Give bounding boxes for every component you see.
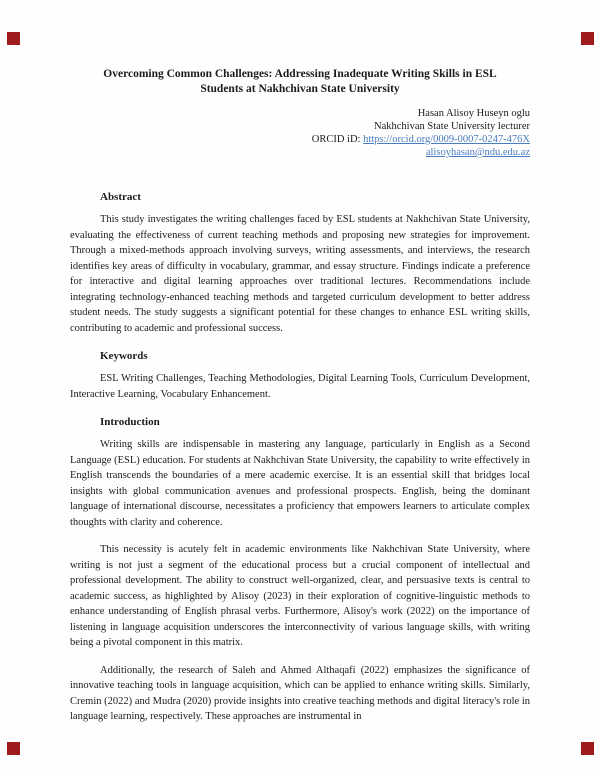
keywords-paragraph: ESL Writing Challenges, Teaching Methodologies, Digital Learning Tools, Curriculum Development, Interactive Learning, Vocabulary Enhancement. — [70, 373, 530, 400]
paper-title — [70, 67, 530, 96]
corner-marker-bottom-left — [7, 742, 20, 755]
orcid-line — [70, 133, 530, 146]
abstract-paragraph: This study investigates the writing challenges faced by ESL students at Nakhchivan State University, evaluating the effectiveness of current teaching methods and proposing new strategies for improvement. Through a mixed-methods approach involving surveys, writing assessments, and interviews, the research identifies key areas of difficulty in vocabulary, grammar, and essay structure. Findings indicate a preference for interactive and digital learning approaches over traditional lectures. Recommendations include integrating technology-enhanced teaching methods and targeted curriculum development to better address student needs. The study suggests a significant potential for these changes to enhance ESL writing skills, contributing to academic and professional success. — [70, 214, 530, 334]
introduction-paragraph-3: Additionally, the research of Saleh and Ahmed Althaqafi (2022) emphasizes the significance of innovative teaching tools in language acquisition, which can be applied to enhance writing skills. Similarly, Cremin (2022) and Mudra (2020) provide insights into creative teaching methods and digital literacy's role in language learning, respectively. These approaches are instrumental in — [70, 664, 530, 722]
corner-marker-top-right — [581, 32, 594, 45]
paper-title-line-2: Students at Nakhchivan State University — [200, 82, 400, 95]
paper-body — [70, 0, 530, 737]
author-email-link[interactable]: alisoyhasan@ndu.edu.az — [425, 147, 530, 158]
author-affiliation: Nakhchivan State University lecturer — [374, 121, 530, 132]
orcid-link[interactable]: https://orcid.org/0009-0007-0247-476X — [363, 134, 530, 145]
introduction-paragraph-2: This necessity is acutely felt in academic environments like Nakhchivan State University, where writing is not just a segment of the educational process but a crucial component of intellectual and professional development. The ability to construct well-organized, clear, and persuasive texts is central to academic success, as highlighted by Alisoy (2023) in their exploration of cognitive-linguistic methods to enhance understanding of English phrasal verbs. Furthermore, Alisoy's work (2022) on the importance of listening in language acquisition underscores the interconnectivity of various language skills, with writing being a pivotal component in this matrix. — [70, 544, 530, 648]
corner-marker-bottom-right — [581, 742, 594, 755]
abstract-heading: Abstract — [100, 191, 141, 203]
author-block — [70, 107, 530, 159]
orcid-label: ORCID iD: — [311, 134, 364, 145]
introduction-heading: Introduction — [100, 416, 160, 428]
author-name: Hasan Alisoy Huseyn oglu — [417, 108, 530, 119]
introduction-paragraph-1: Writing skills are indispensable in mastering any language, particularly in English as a Second Language (ESL) education. For students at Nakhchivan State University, the capability to write effectively in English transcends the boundaries of a mere academic exercise. It is an essential skill that bridges local insights with global communication avenues and professional prospects. English, being the dominant language of international discourse, necessitates a proficiency that empowers learners to articulate complex thoughts with clarity and coherence. — [70, 439, 530, 528]
paper-title-line-1: Overcoming Common Challenges: Addressing Inadequate Writing Skills in ESL — [103, 68, 497, 80]
keywords-heading: Keywords — [100, 350, 148, 362]
corner-marker-top-left — [7, 32, 20, 45]
